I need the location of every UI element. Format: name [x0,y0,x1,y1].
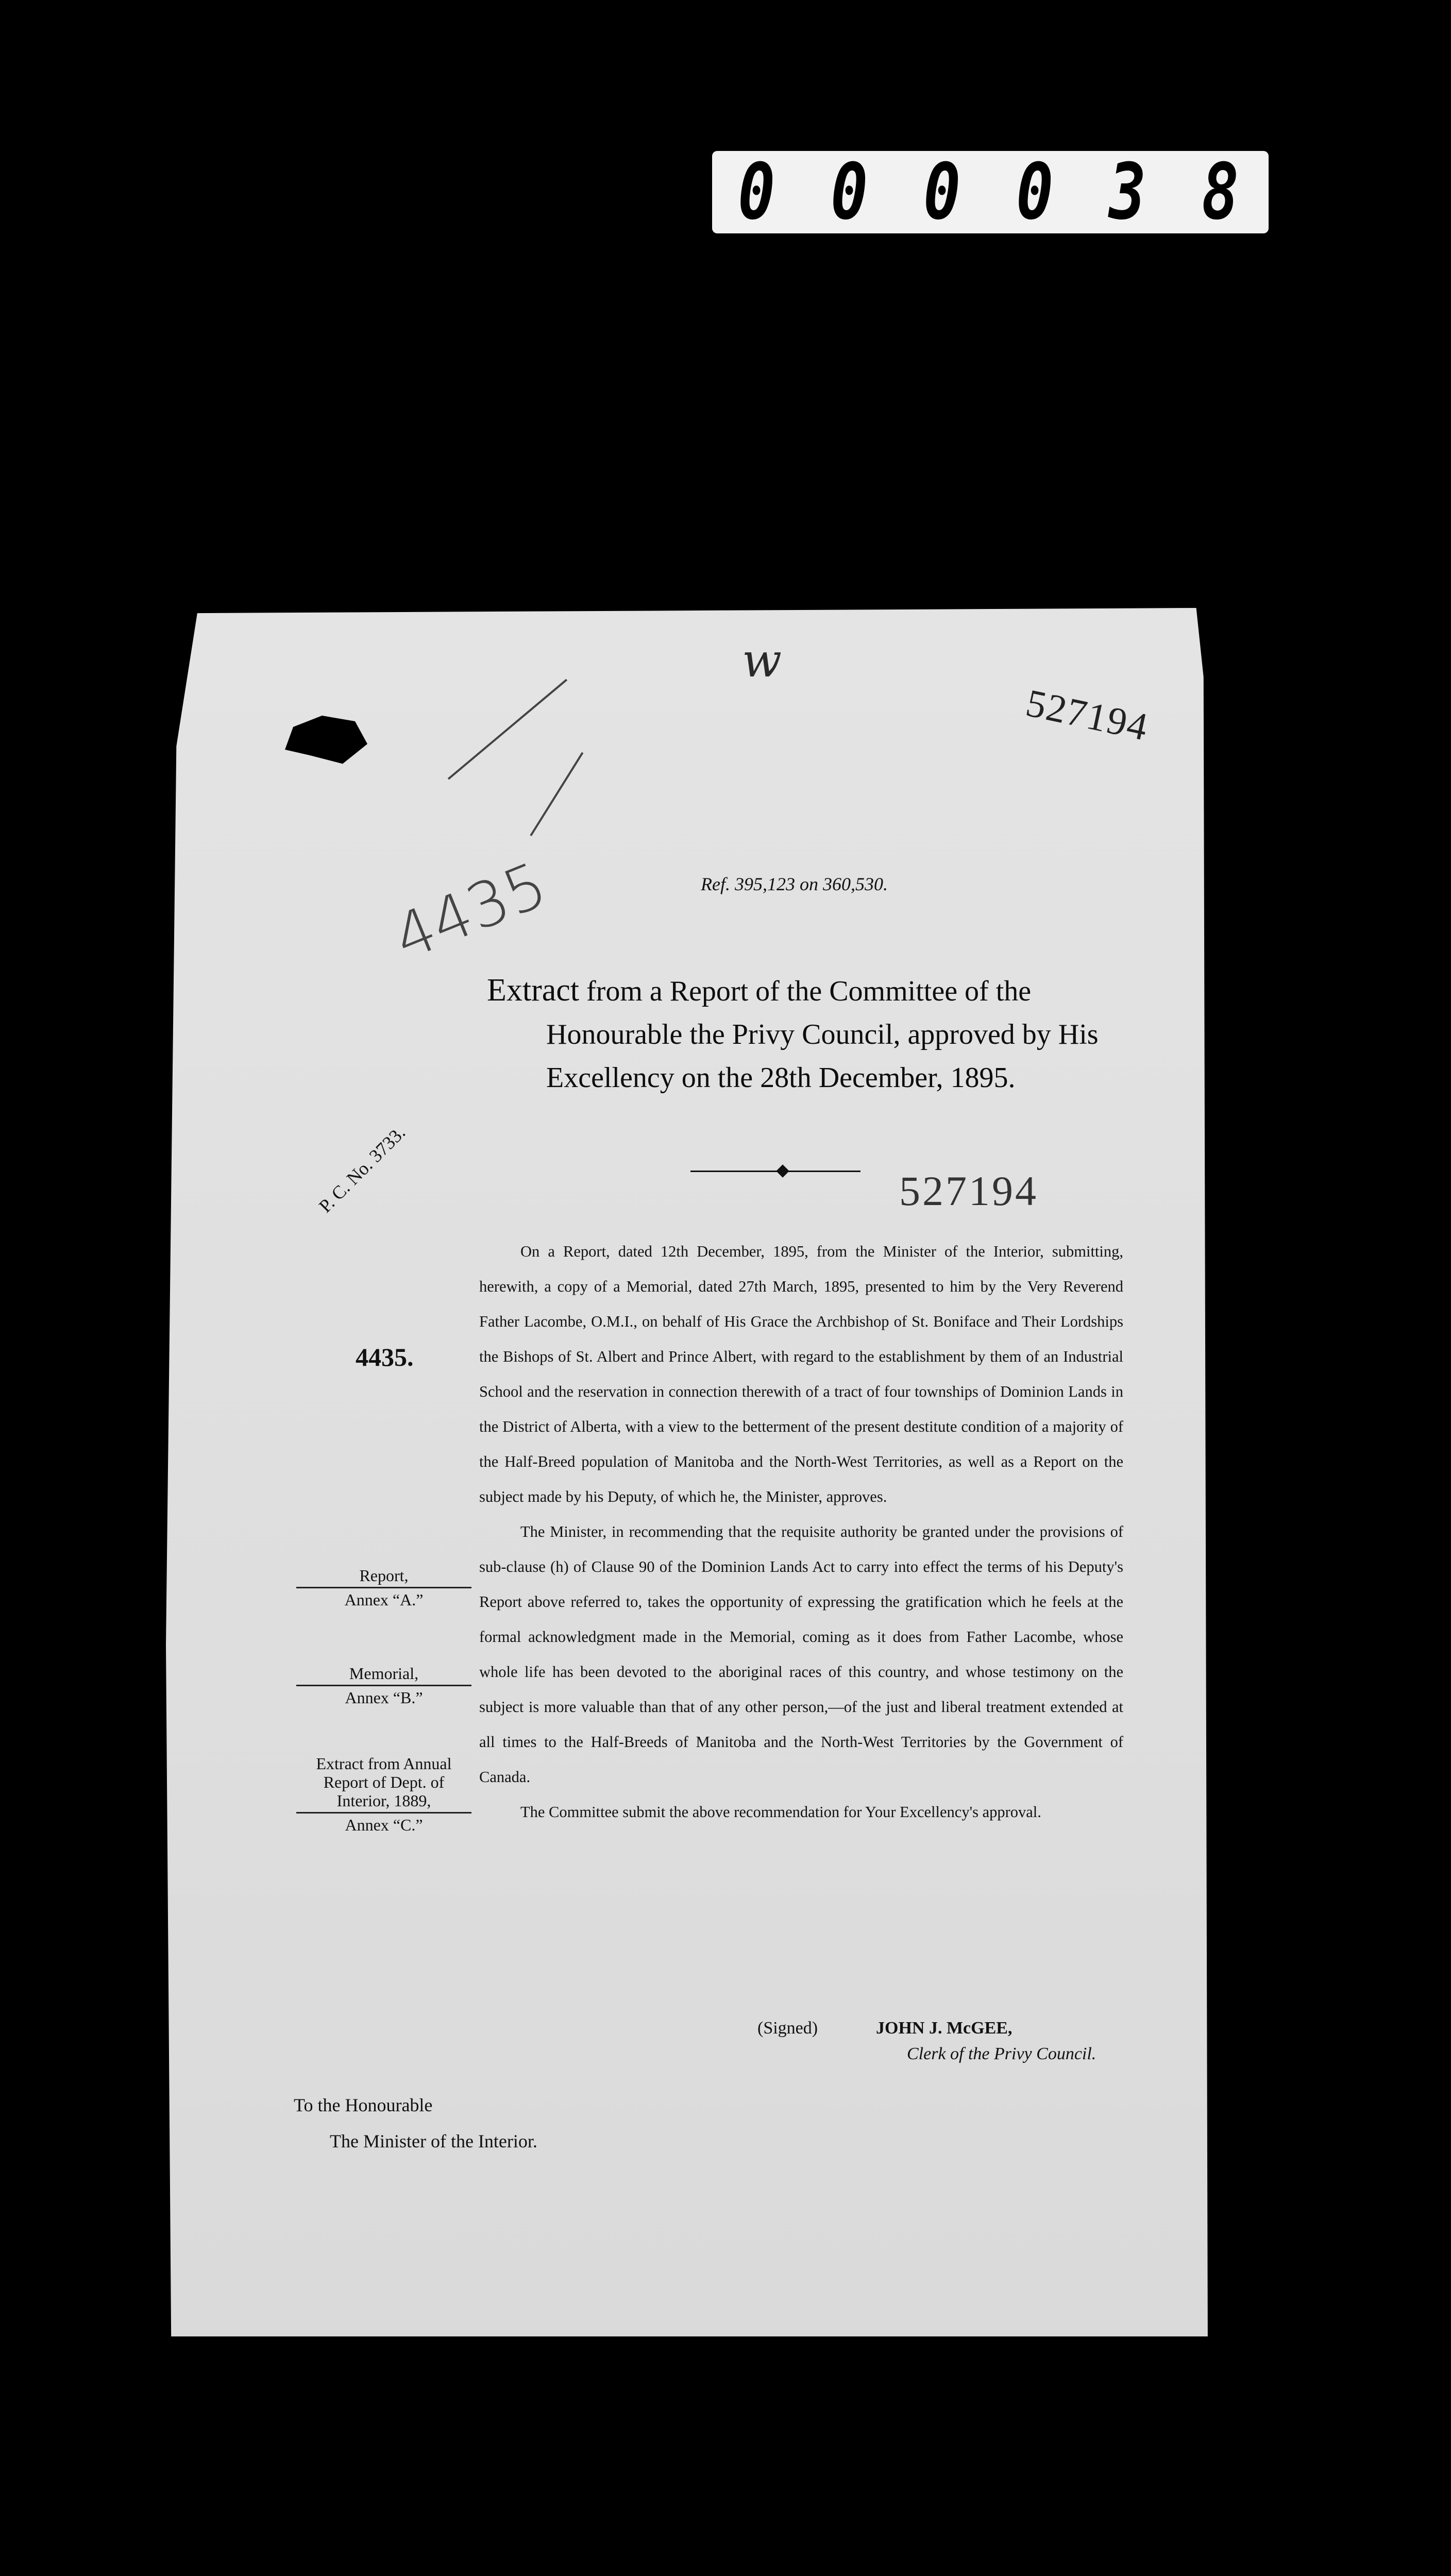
signer-name: JOHN J. McGEE, [876,2019,1013,2038]
frame-digit: 0 [830,147,872,237]
title-line1-rest: from a Report of the Committee of the [579,975,1032,1007]
title-line2: Honourable the Privy Council, approved by His [546,1019,1099,1050]
signed-label: (Signed) [757,2019,818,2038]
body-paragraph: The Minister, in recommending that the requisite authority be granted under the provisions of sub-clause (h) of Clause 90 of the Dominion Lands Act to carry into effect the terms of his Deputy's Report above referred to, takes the opportunity of expressing the gratification which he feels at the formal acknowledgment made in the Memorial, coming as it does from Father Lacombe, whose whole life has been devoted to the aboriginal races of this country, and whose testimony on the subject is more valuable than that of any other person,—of the just and liberal treatment extended at all times to the Half-Breeds of Manitoba and the North-West Territories by the Government of Canada. [479,1523,1123,1786]
frame-digit: 0 [1016,147,1058,237]
stamp-number-top: 527194 [1022,681,1153,750]
pencil-mark: w [742,634,782,688]
file-number: 4435. [356,1343,414,1371]
frame-digit: 0 [923,147,965,237]
annex-label: Extract from Annual Report of Dept. of Interior, 1889, [316,1754,452,1810]
title-first-word: Extract [487,973,580,1008]
pencil-number: 4435 [384,849,557,975]
frame-digit: 3 [1108,147,1151,237]
document-title [487,969,1141,1099]
reference-line: Ref. 395,123 on 360,530. [701,874,888,894]
addressee-line1: To the Honourable [294,2095,433,2115]
annex-note [296,1664,471,1707]
frame-digit: 8 [1201,147,1243,237]
frame-counter [712,147,1269,237]
document-body [479,1234,1123,1829]
title-line3: Excellency on the 28th December, 1895. [546,1062,1016,1094]
annex-id: Annex “A.” [344,1590,424,1609]
annex-label: Report, [359,1566,409,1585]
addressee-line2: The Minister of the Interior. [330,2131,537,2151]
frame-digit: 0 [737,147,780,237]
stamp-number-mid: 527194 [899,1167,1038,1214]
body-paragraph: On a Report, dated 12th December, 1895, from the Minister of the Interior, submitting, herewith, a copy of a Memorial, dated 27th March, 1895, presented to him by the Very Reverend Father Lacombe, O.M.I., on behalf of His Grace the Archbishop of St. Boniface and Their Lordships the Bishops of St. Albert and Prince Albert, with regard to the establishment by them of an Industrial School and the reservation in connection therewith of a tract of four townships of Dominion Lands in the District of Alberta, with a view to the betterment of the present destitute condition of a majority of the Half-Breed population of Manitoba and the North-West Territories, as well as a Report on the subject made by his Deputy, of which he, the Minister, approves. [479,1243,1123,1505]
body-paragraph: The Committee submit the above recommendation for Your Excellency's approval. [520,1803,1041,1821]
annex-note [296,1566,471,1609]
annex-note [296,1754,471,1834]
annex-id: Annex “B.” [345,1688,423,1707]
annex-id: Annex “C.” [345,1816,423,1834]
annex-label: Memorial, [349,1664,419,1683]
pc-number: P. C. No. 3733. [315,1122,410,1217]
signer-title: Clerk of the Privy Council. [907,2044,1096,2063]
